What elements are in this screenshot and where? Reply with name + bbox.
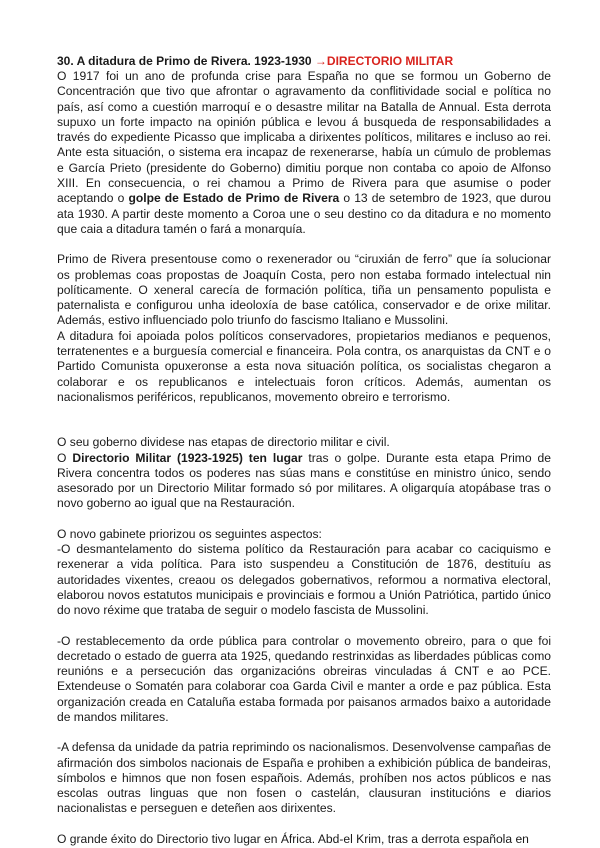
paragraph-stages: O seu goberno dividese nas etapas de directorio militar e civil.	[57, 435, 390, 450]
list-item-unidade: -A defensa da unidade da patria reprimindo os nacionalismos. Desenvolvense campañas de afirmación dos simbolos nacionais de España e prohiben a exhibición pública de bandeiras, símbolos e himnos que non fosen españois. Además, prohíben nos actos públicos e nas escolas outras linguas que non fosen o castelán, clausuran institucións e diarios nacionalistas e perseguen e deteñen aos dirixentes.	[57, 740, 551, 816]
bold-directorio: Directorio Militar (1923-1925) ten lugar	[72, 450, 303, 465]
paragraph-directorio: O Directorio Militar (1923-1925) ten lugar tras o golpe. Durante esta etapa Primo de Rivera concentra todos os poderes nas súas mans e constitúse en ministro único, sendo asesorado por un Directorio Militar formado só por militares. A oligarquía atopábase tras o novo goberno ao igual que na Restauración.	[57, 450, 551, 511]
paragraph-intro: O 1917 foi un ano de profunda crise para España no que se formou un Goberno de Concentración que tivo que afrontar o agravamento da conflitividade social e política no país, así como a cuestión marroquí e o desastre militar na Batalla de Annual. Esta derrota supuxo un forte impacto na opinión pública e levou á busqueda de responsabilidades a través do expediente Picasso que implicaba a dirixentes políticos, militares e incluso ao rei. Ante esta situación, o sistema era incapaz de rexenerarse, había un cúmulo de problemas e García Prieto (presidente do Goberno) dimitiu porque non contaba co apoio de Alfonso XIII. En consecuencia, o rei chamou a Primo de Rivera para que asumise o poder aceptando o golpe de Estado de Primo de Rivera o 13 de setembro de 1923, que durou ata 1930. A partir deste momento a Coroa une o seu destino co da ditadura e no momento que caia a ditadura tamén o fará a monarquía.	[57, 69, 552, 236]
paragraph-africa: O grande éxito do Directorio tivo lugar en África. Abd-el Krim, tras a derrota española en	[57, 831, 529, 846]
list-item-restauracion: -O desmantelamento do sistema político da Restauración para acabar co caciquismo e rexenerar a vida política. Para isto suspendeu a Constitución de 1876, destituíu as autoridades vixentes, creaou os delegados gobernativos, reformou a normativa electoral, elaborou novos estatutos municipais e provinciais e formou a Unión Patriótica, partido único do novo réxime que trataba de seguir o modelo fascista de Mussolini.	[57, 542, 551, 618]
paragraph-priorities: O novo gabinete priorizou os seguintes aspectos:	[57, 526, 322, 541]
paragraph-primo-profile: Primo de Rivera presentouse como o rexenerador ou “ciruxián de ferro” que ía solucionar os problemas coas propostas de Joaquín Costa, pero non estaba formado intelectual nin políticamente. O xeneral carecía de formación política, tiña un pensamento populista e paternalista e configurou unha ideoloxía de base católica, conservador e de orixe militar. Además, estivo influenciado polo triunfo do fascismo Italiano e Mussolini.	[57, 252, 551, 328]
arrow-icon: →	[314, 54, 327, 68]
heading-tag: DIRECTORIO MILITAR	[326, 54, 454, 68]
list-item-orde-publica: -O restablecemento da orde pública para controlar o movemento obreiro, para o que foi decretado o estado de guerra ata 1925, quedando restrinxidas as liberdades públicas como reunións e a persecución das organizacións obreiras vinculadas á CNT e ao PCE. Extendeuse o Somatén para colaborar coa Garda Civil e manter a orde e paz pública. Esta organización creada en Cataluña estaba formada por paisanos armados baixo a autoridade de mandos militares.	[57, 633, 551, 724]
bold-golpe: golpe de Estado de Primo de Rivera	[128, 191, 340, 206]
section-heading	[57, 54, 551, 69]
heading-title: 30. A ditadura de Primo de Rivera. 1923-1930	[57, 54, 312, 68]
paragraph-support: A ditadura foi apoiada polos políticos conservadores, propietarios medianos e pequenos, terratenentes e a burguesía comercial e financeira. Pola contra, os anarquistas da CNT e o Partido Comunista opuxeronse a esta nova situación política, os socialistas chegaron a colaborar e os republicanos e intelectuais foron críticos. Además, aumentan os nacionalismos periféricos, republicanos, movemento obreiro e terrorismo.	[57, 328, 551, 404]
